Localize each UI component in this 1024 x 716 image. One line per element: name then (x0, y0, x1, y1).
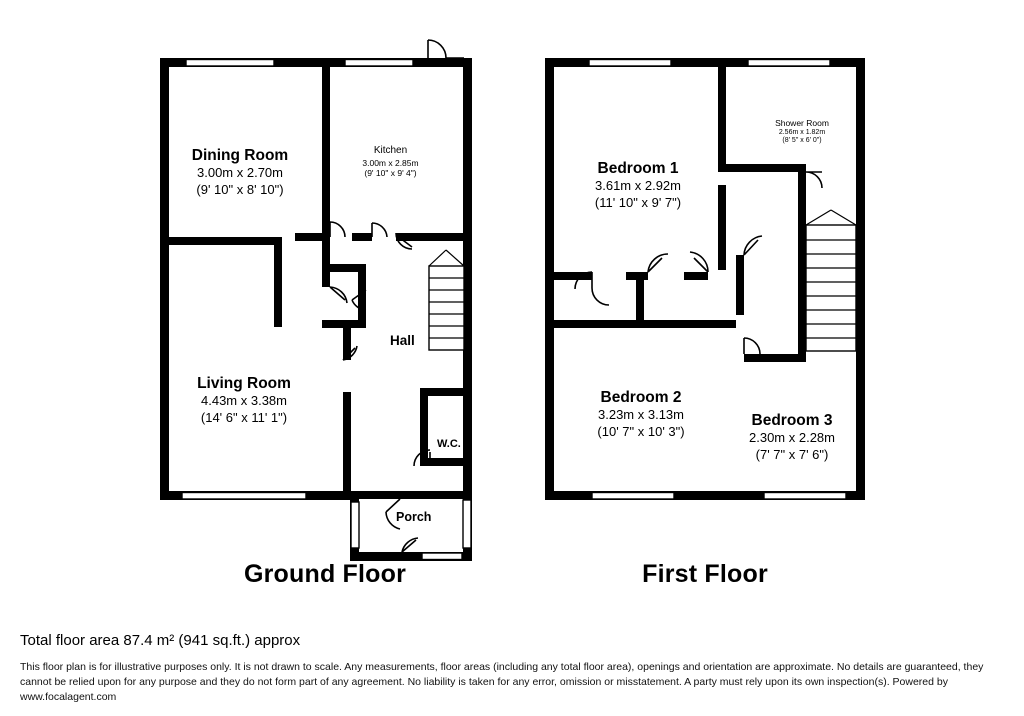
room-name: Kitchen (373, 145, 408, 156)
room-label-bedroom-1 (538, 159, 738, 211)
room-dims-metric: 4.43m x 3.38m (201, 393, 287, 409)
disclaimer-text: This floor plan is for illustrative purposes only. It is not drawn to scale. Any measurements, floor areas (including any total floor area), openings and orientation are approximate. No details are guaranteed, they cannot be relied upon for any purpose and they do not form part of any agreement. No liability is taken for any error, omission or misstatement. A party must rely upon its own inspection(s). Powered by www.focalagent.com (20, 661, 984, 704)
room-dims-metric: 3.23m x 3.13m (598, 407, 684, 423)
room-name: Shower Room (775, 118, 829, 128)
label-porch: Porch (396, 510, 432, 524)
room-label-kitchen (333, 145, 448, 179)
room-dims-metric: 3.61m x 2.92m (595, 178, 681, 194)
room-label-shower-room (742, 118, 862, 146)
room-dims-imperial: (11' 10" x 9' 7") (594, 194, 682, 210)
room-label-living-room (144, 374, 344, 426)
room-dims-imperial: (9' 10" x 9' 4") (364, 168, 417, 179)
room-dims-metric: 3.00m x 2.70m (197, 165, 283, 181)
room-dims-metric: 2.56m x 1.82m (778, 128, 826, 136)
floor-title-ground: Ground Floor (243, 560, 407, 588)
room-dims-imperial: (9' 10" x 8' 10") (196, 181, 284, 197)
label-hall: Hall (390, 333, 415, 348)
room-name: Bedroom 3 (751, 412, 833, 429)
ground-floor-plan (160, 40, 472, 561)
ground-floor-staircase (429, 250, 464, 350)
label-wc: W.C. (437, 438, 461, 450)
room-label-dining-room (140, 146, 340, 198)
room-name: Living Room (197, 375, 291, 392)
total-floor-area: Total floor area 87.4 m² (941 sq.ft.) approx (20, 632, 301, 649)
room-dims-imperial: (10' 7" x 10' 3") (597, 423, 685, 439)
room-dims-metric: 2.30m x 2.28m (749, 430, 835, 446)
room-dims-metric: 3.00m x 2.85m (362, 157, 419, 168)
room-name: Bedroom 2 (600, 389, 682, 406)
first-floor-staircase (806, 210, 856, 351)
room-dims-imperial: (8' 5" x 6' 0") (782, 137, 822, 145)
floor-title-first: First Floor (642, 560, 768, 588)
room-dims-imperial: (14' 6" x 11' 1") (200, 409, 288, 425)
room-dims-imperial: (7' 7" x 7' 6") (755, 446, 829, 462)
ground-floor-walls (160, 58, 472, 561)
first-floor-internal-walls (554, 62, 806, 362)
room-name: Bedroom 1 (597, 160, 679, 177)
room-name: Dining Room (191, 147, 289, 164)
ground-floor-internal-walls (169, 62, 464, 499)
room-label-bedroom-3 (692, 411, 892, 463)
